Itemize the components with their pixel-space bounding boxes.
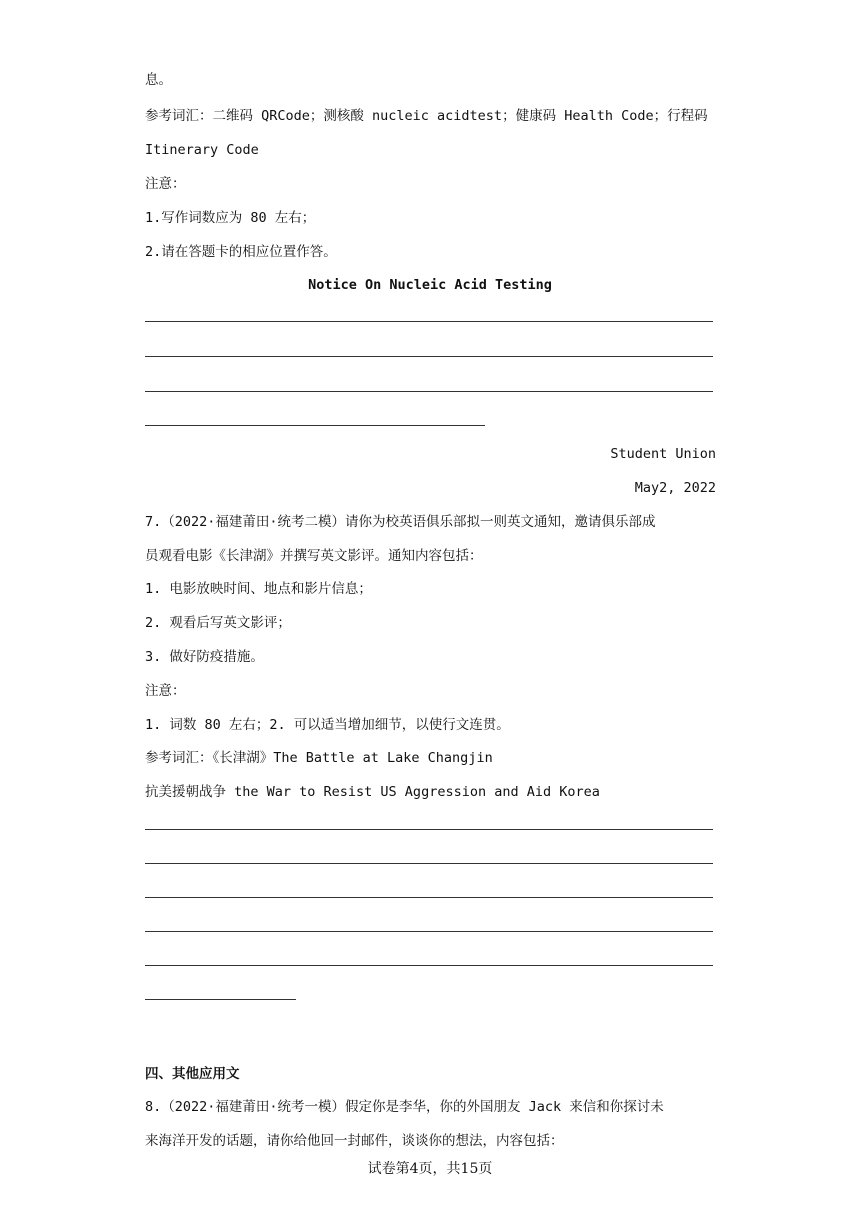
section-heading: 四、其他应用文 xyxy=(145,1066,240,1082)
q8-prompt-line-1: 8.（2022·福建莆田·统考一模）假定你是李华，你的外国朋友 Jack 来信和你探讨未 xyxy=(145,1099,664,1115)
q7-item-3: 3. 做好防疫措施。 xyxy=(145,649,264,665)
answer-line xyxy=(145,897,713,898)
date: May2, 2022 xyxy=(634,480,716,496)
answer-line xyxy=(145,999,296,1000)
signature: Student Union xyxy=(610,446,716,462)
answer-line xyxy=(145,356,713,357)
vocab-line-b: Itinerary Code xyxy=(145,142,259,158)
note-title: 注意： xyxy=(145,176,186,192)
page-footer: 试卷第4页，共15页 xyxy=(367,1161,493,1177)
q7-prompt-line-1: 7.（2022·福建莆田·统考二模）请你为校英语俱乐部拟一则英文通知，邀请俱乐部成 xyxy=(145,514,656,530)
answer-line xyxy=(145,321,713,322)
q7-item-1: 1. 电影放映时间、地点和影片信息； xyxy=(145,581,372,597)
answer-line xyxy=(145,863,713,864)
note-item-2: 2.请在答题卡的相应位置作答。 xyxy=(145,244,337,260)
text-line-tail: 息。 xyxy=(145,72,172,88)
q7-vocab-2: 抗美援朝战争 the War to Resist US Aggression and Aid Korea xyxy=(145,784,600,800)
q7-vocab-1: 参考词汇：《长津湖》The Battle at Lake Changjin xyxy=(145,750,493,766)
q7-note: 1. 词数 80 左右；2. 可以适当增加细节，以使行文连贯。 xyxy=(145,717,510,733)
answer-line xyxy=(145,931,713,932)
vocab-line-a: 参考词汇：二维码 QRCode；测核酸 nucleic acidtest；健康码 Health Code；行程码 xyxy=(145,108,708,124)
q7-item-2: 2. 观看后写英文影评； xyxy=(145,615,291,631)
answer-line xyxy=(145,965,713,966)
answer-line xyxy=(145,425,485,426)
q8-prompt-line-2: 来海洋开发的话题，请你给他回一封邮件，谈谈你的想法，内容包括： xyxy=(145,1133,564,1149)
answer-line xyxy=(145,829,713,830)
q7-note-title: 注意： xyxy=(145,683,186,699)
note-item-1: 1.写作词数应为 80 左右； xyxy=(145,210,316,226)
q7-prompt-line-2: 员观看电影《长津湖》并撰写英文影评。通知内容包括： xyxy=(145,548,483,564)
answer-line xyxy=(145,391,713,392)
notice-title: Notice On Nucleic Acid Testing xyxy=(308,277,552,293)
